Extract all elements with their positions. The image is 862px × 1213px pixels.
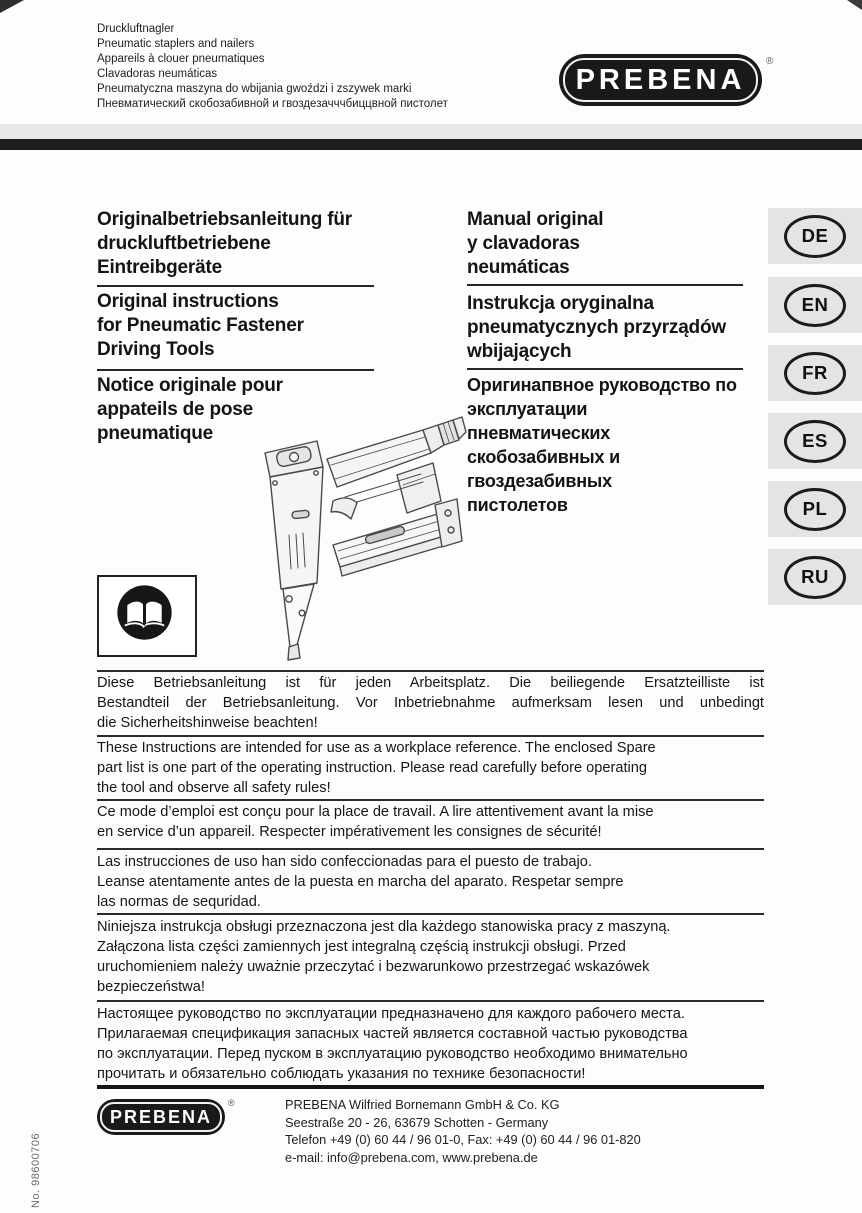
- title-line: Instrukcja oryginalna: [467, 293, 654, 314]
- language-badge-oval: [784, 488, 846, 531]
- scan-artifact-top-right: [847, 0, 862, 10]
- scan-artifact-top-left: [0, 0, 24, 13]
- notice-russian: [97, 1004, 764, 1084]
- notice-line: en service d’un appareil. Respecter impérativement les consignes de sécurité!: [97, 824, 602, 840]
- product-line-pl: Pneumatyczna maszyna do wbijania gwoździ i zszywek marki: [97, 83, 412, 95]
- title-line: Original instructions: [97, 291, 279, 312]
- notice-line: Leanse atentamente antes de la puesta en marcha del aparato. Respetar sempre: [97, 874, 624, 890]
- title-english: [97, 290, 304, 362]
- title-line: y clavadoras: [467, 233, 580, 254]
- language-tab-de: [768, 208, 862, 264]
- notice-line: Прилагаемая спецификация запасных частей является составной частью руководства: [97, 1026, 688, 1042]
- title-line: neumáticas: [467, 257, 570, 278]
- title-separator: [467, 284, 743, 286]
- product-line-ru: Пневматический скобозабивной и гвоздезачччбиццвной пистолет: [97, 98, 448, 110]
- language-code-en: EN: [801, 294, 829, 315]
- language-code-de: DE: [801, 225, 829, 246]
- product-title-list: [97, 22, 448, 112]
- notice-line: Załączona lista części zamiennych jest integralną częścią instrukcji obsługi. Przed: [97, 939, 626, 955]
- notice-line: по эксплуатации. Перед пуском в эксплуатацию руководство необходимо внимательно: [97, 1046, 688, 1062]
- notice-line: Diese Betriebsanleitung ist für jeden Arbeitsplatz. Die beiliegende Ersatzteilliste ist: [97, 675, 764, 691]
- read-manual-pictogram-box: [97, 575, 197, 657]
- notice-line: uruchomieniem należy uważnie przeczytać i bezwarunkowo przestrzegać wskazówek: [97, 959, 650, 975]
- language-code-es: ES: [802, 430, 828, 451]
- title-line: Оригинапвное руководство по: [467, 375, 737, 395]
- language-code-pl: PL: [802, 498, 828, 519]
- prebena-logo-footer: [97, 1099, 225, 1135]
- language-tab-pl: [768, 481, 862, 537]
- title-line: скобозабивных и: [467, 447, 620, 467]
- language-badge-oval: [784, 556, 846, 599]
- pneumatic-nailer-illustration: [245, 413, 470, 668]
- notice-line: the tool and observe all safety rules!: [97, 780, 331, 796]
- company-name: PREBENA Wilfried Bornemann GmbH & Co. KG: [285, 1097, 560, 1112]
- title-line: appateils de pose: [97, 399, 254, 420]
- separator-line: [97, 913, 764, 915]
- title-line: пистолетов: [467, 495, 568, 515]
- title-german: [97, 208, 352, 280]
- title-russian: [467, 373, 737, 517]
- open-book-icon: [99, 577, 190, 650]
- company-phone-fax: Telefon +49 (0) 60 44 / 96 01-0, Fax: +49 (0) 60 44 / 96 01-820: [285, 1132, 641, 1147]
- language-badge-oval: [784, 420, 846, 463]
- title-separator: [97, 285, 374, 287]
- title-line: Originalbetriebsanleitung für: [97, 209, 352, 230]
- notice-spanish: [97, 852, 764, 912]
- title-line: Eintreibgeräte: [97, 257, 222, 278]
- title-line: druckluftbetriebene: [97, 233, 271, 254]
- prebena-logo-text: PREBENA: [575, 63, 746, 96]
- notice-line: These Instructions are intended for use as a workplace reference. The enclosed Spare: [97, 740, 656, 756]
- product-line-de: Druckluftnagler: [97, 23, 175, 35]
- prebena-logo: [559, 54, 762, 106]
- prebena-logo-text: PREBENA: [109, 1106, 212, 1127]
- company-email-web: e-mail: info@prebena.com, www.prebena.de: [285, 1149, 538, 1165]
- notice-line: part list is one part of the operating instruction. Please read carefully before operating: [97, 760, 648, 776]
- registered-trademark-icon: ®: [228, 1098, 235, 1108]
- title-spanish: [467, 208, 603, 280]
- title-line: пневматических: [467, 423, 611, 443]
- language-code-fr: FR: [802, 362, 828, 383]
- title-line: гвоздезабивных: [467, 471, 612, 491]
- notice-line: Bestandteil der Betriebsanleitung. Vor Inbetriebnahme aufmerksam lesen und unbedingt: [97, 695, 764, 711]
- notice-line: bezpieczeństwa!: [97, 979, 205, 995]
- language-tab-ru: [768, 549, 862, 605]
- title-line: pneumatique: [97, 423, 214, 444]
- notice-english: [97, 738, 764, 798]
- title-line: pneumatycznych przyrządów: [467, 317, 726, 338]
- notice-line: Настоящее руководство по эксплуатации предназначено для каждого рабочего места.: [97, 1006, 685, 1022]
- notice-line: Ce mode d’emploi est conçu pour la place de travail. A lire attentivement avant la mise: [97, 804, 654, 820]
- separator-line: [97, 670, 764, 672]
- separator-line: [97, 1000, 764, 1002]
- language-badge-oval: [784, 215, 846, 258]
- separator-line: [97, 848, 764, 850]
- title-line: wbijających: [467, 341, 572, 362]
- language-badge-oval: [784, 284, 846, 327]
- title-polish: [467, 292, 726, 364]
- company-address-block: [285, 1096, 641, 1166]
- divider-band-black: [0, 139, 862, 150]
- product-line-en: Pneumatic staplers and nailers: [97, 38, 255, 50]
- document-part-number: No. 98600706: [30, 1132, 42, 1208]
- language-tab-fr: [768, 345, 862, 401]
- product-line-fr: Appareils à clouer pneumatiques: [97, 53, 265, 65]
- product-line-es: Clavadoras neumáticas: [97, 68, 218, 80]
- company-street: Seestraße 20 - 26, 63679 Schotten - Germany: [285, 1114, 549, 1130]
- separator-line-thick: [97, 1085, 764, 1089]
- title-line: Driving Tools: [97, 339, 215, 360]
- title-line: for Pneumatic Fastener: [97, 315, 304, 336]
- title-line: эксплуатации: [467, 399, 588, 419]
- notice-german: [97, 673, 764, 733]
- notice-line: die Sicherheitshinweise beachten!: [97, 715, 318, 731]
- notice-line: Niniejsza instrukcja obsługi przeznaczona jest dla każdego stanowiska pracy z maszyną.: [97, 919, 671, 935]
- separator-line: [97, 735, 764, 737]
- language-tab-es: [768, 413, 862, 469]
- notice-polish: [97, 917, 764, 997]
- title-line: Notice originale pour: [97, 375, 283, 396]
- title-line: Manual original: [467, 209, 604, 230]
- separator-line: [97, 799, 764, 801]
- notice-line: las normas de sequridad.: [97, 894, 261, 910]
- language-badge-oval: [784, 352, 846, 395]
- registered-trademark-icon: ®: [766, 56, 774, 67]
- notice-line: прочитать и обязательно соблюдать указания по технике безопасности!: [97, 1066, 586, 1082]
- notice-line: Las instrucciones de uso han sido confeccionadas para el puesto de trabajo.: [97, 854, 592, 870]
- notice-french: [97, 802, 764, 842]
- language-code-ru: RU: [801, 566, 829, 587]
- title-separator: [467, 368, 743, 370]
- divider-band-gray: [0, 124, 862, 139]
- title-separator: [97, 369, 374, 371]
- language-tab-en: [768, 277, 862, 333]
